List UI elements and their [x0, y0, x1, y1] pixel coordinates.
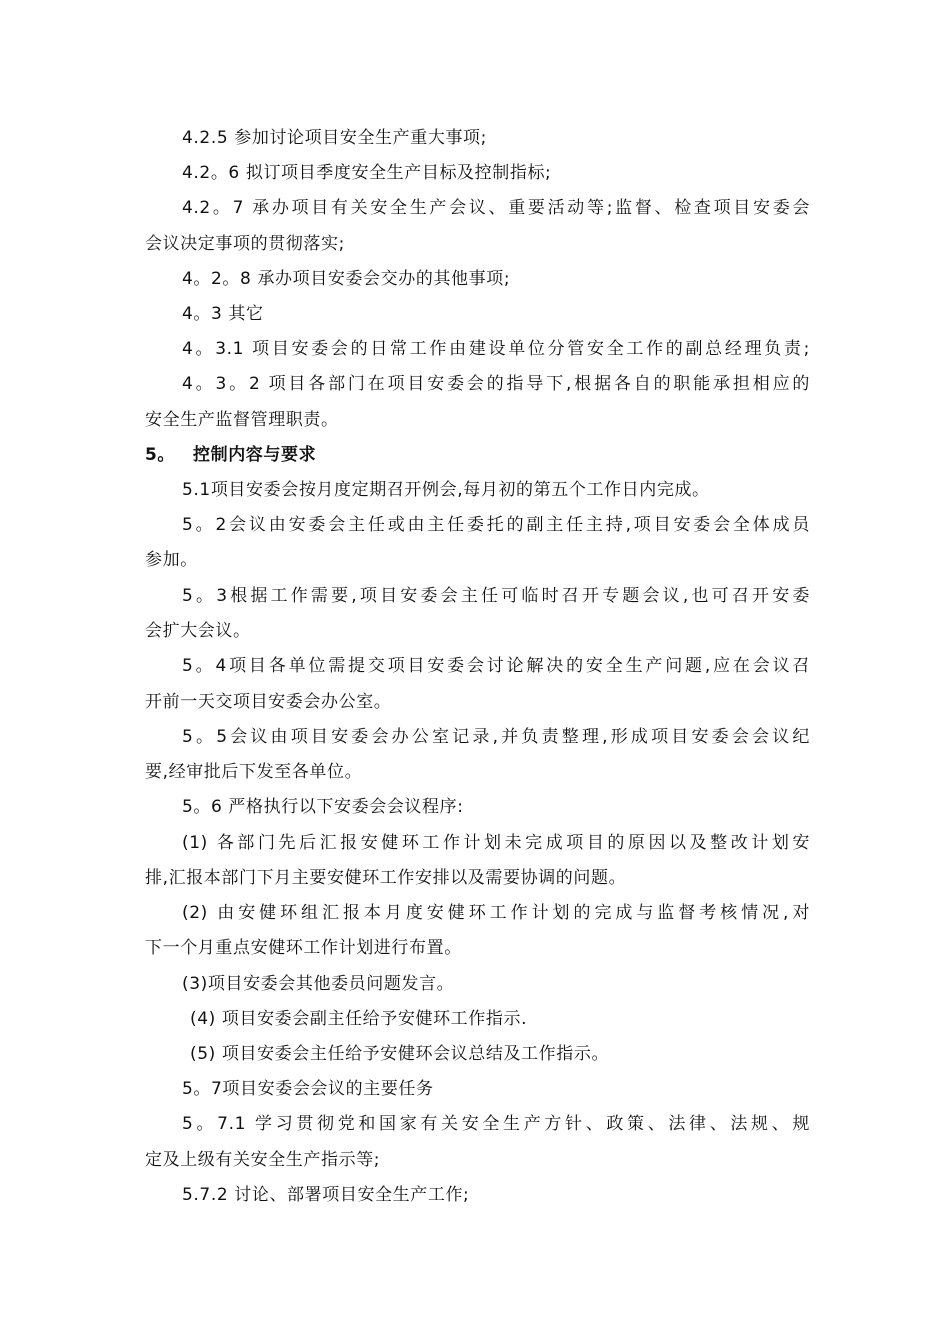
clause-5-5: 5。5会议由项目安委会办公室记录,并负责整理,形成项目安委会会议纪	[182, 727, 810, 747]
clause-5-1: 5.1项目安委会按月度定期召开例会,每月初的第五个工作日内完成。	[182, 480, 710, 500]
clause-4-2-7: 4.2。7 承办项目有关安全生产会议、重要活动等;监督、检查项目安委会	[182, 198, 810, 218]
clause-5-2-cont: 参加。	[145, 550, 198, 570]
clause-5-5-cont: 要,经审批后下发至各单位。	[145, 762, 363, 782]
procedure-item-3: (3)项目安委会其他委员问题发言。	[182, 974, 455, 994]
clause-4-3: 4。3 其它	[182, 304, 264, 324]
clause-5-3-cont: 会扩大会议。	[145, 621, 251, 641]
procedure-item-5: (5) 项目安委会主任给予安健环会议总结及工作指示。	[190, 1044, 610, 1064]
clause-5-3: 5。3根据工作需要,项目安委会主任可临时召开专题会议,也可召开安委	[182, 586, 810, 606]
procedure-item-1: (1) 各部门先后汇报安健环工作计划未完成项目的原因以及整改计划安	[182, 833, 810, 853]
clause-5-7-1-cont: 定及上级有关安全生产指示等;	[145, 1150, 381, 1170]
clause-4-2-5: 4.2.5 参加讨论项目安全生产重大事项;	[182, 128, 487, 148]
clause-4-3-1: 4。3.1 项目安委会的日常工作由建设单位分管安全工作的副总经理负责;	[182, 339, 810, 359]
procedure-item-1-cont: 排,汇报本部门下月主要安健环工作安排以及需要协调的问题。	[145, 868, 627, 888]
section-5-title: 控制内容与要求	[193, 445, 317, 465]
procedure-item-4: (4) 项目安委会副主任给予安健环工作指示.	[190, 1009, 528, 1029]
section-5-number: 5。	[145, 445, 176, 465]
clause-5-4-cont: 开前一天交项目安委会办公室。	[145, 692, 392, 712]
clause-4-2-6: 4.2。6 拟订项目季度安全生产目标及控制指标;	[182, 163, 552, 183]
clause-4-3-2: 4。3。2 项目各部门在项目安委会的指导下,根据各自的职能承担相应的	[182, 374, 810, 394]
clause-5-2: 5。2会议由安委会主任或由主任委托的副主任主持,项目安委会全体成员	[182, 515, 810, 535]
procedure-item-2-cont: 下一个月重点安健环工作计划进行布置。	[145, 938, 462, 958]
procedure-item-2: (2) 由安健环组汇报本月度安健环工作计划的完成与监督考核情况,对	[182, 903, 810, 923]
clause-5-7-2: 5.7.2 讨论、部署项目安全生产工作;	[182, 1185, 470, 1205]
clause-5-6: 5。6 严格执行以下安委会会议程序:	[182, 797, 464, 817]
clause-5-7: 5。7项目安委会会议的主要任务	[182, 1079, 434, 1099]
clause-5-4: 5。4项目各单位需提交项目安委会讨论解决的安全生产问题,应在会议召	[182, 656, 810, 676]
clause-4-2-8: 4。2。8 承办项目安委会交办的其他事项;	[182, 269, 511, 289]
section-5-heading	[145, 444, 810, 466]
clause-4-2-7-cont: 会议决定事项的贯彻落实;	[145, 234, 345, 254]
clause-5-7-1: 5。7.1 学习贯彻党和国家有关安全生产方针、政策、法律、法规、规	[182, 1114, 810, 1134]
clause-4-3-2-cont: 安全生产监督管理职责。	[145, 410, 339, 430]
